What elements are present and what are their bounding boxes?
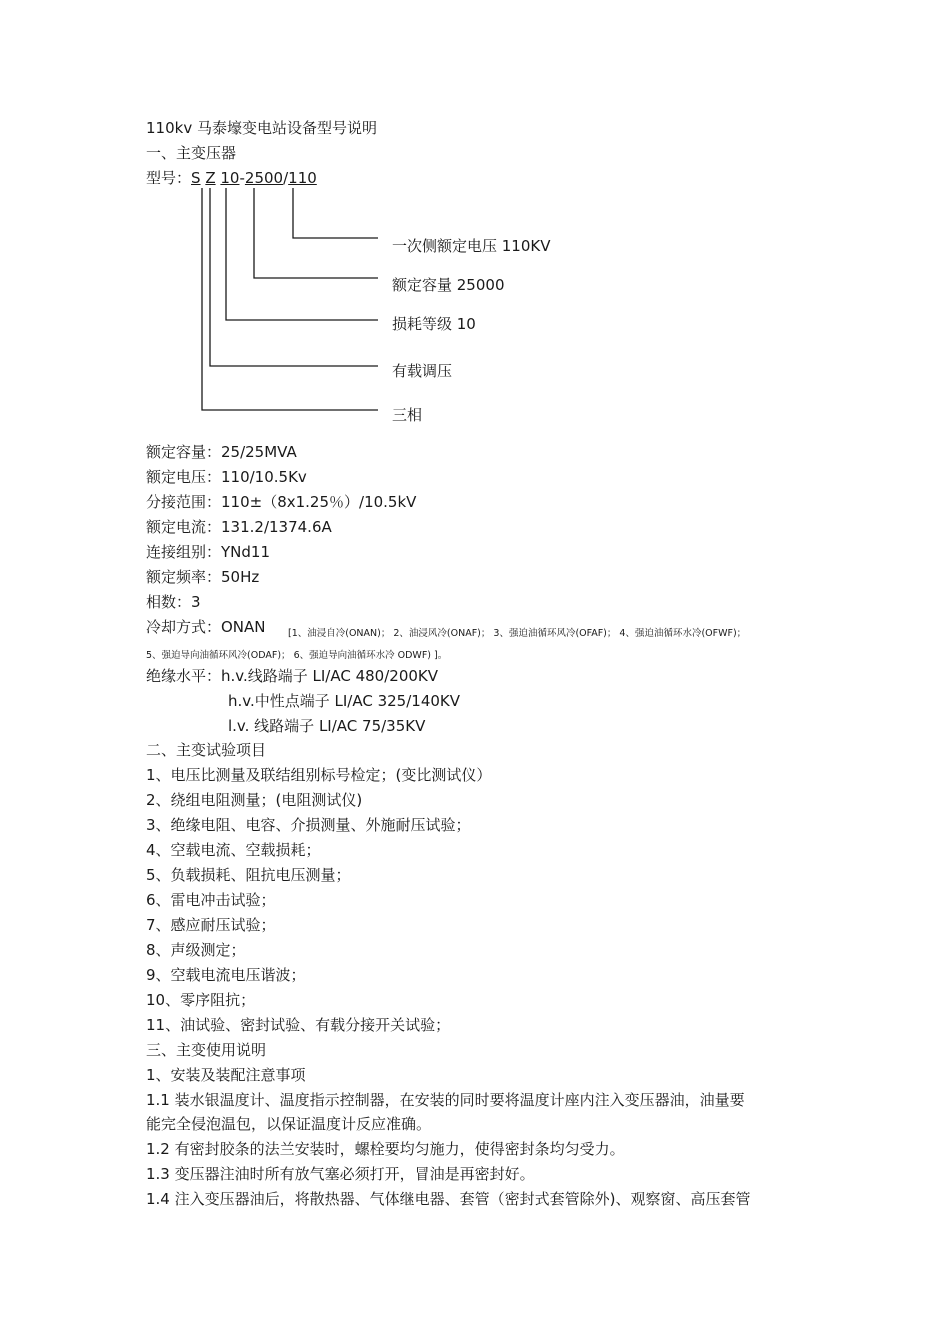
model-label-phase: 三相 — [392, 406, 423, 424]
insulation-hv-line: 绝缘水平：h.v.线路端子 LI/AC 480/200KV — [146, 667, 439, 685]
leader-line-voltage — [293, 188, 378, 238]
insulation-lv-line: l.v. 线路端子 LI/AC 75/35KV — [228, 717, 426, 735]
leader-line-loss — [226, 188, 378, 320]
leader-line-capacity — [254, 188, 378, 278]
test-item: 9、空载电流电压谐波； — [146, 966, 306, 984]
model-part-capacity: 2500 — [244, 169, 284, 187]
spec-phases: 相数：3 — [146, 593, 201, 611]
model-part-loss: 10 — [220, 169, 240, 187]
cooling-note-1: [1、油浸自冷(ONAN)； 2、油浸风冷(ONAF)； 3、强迫油循环风冷(OFAF)； 4、强迫油循环水冷(OFWF)； — [288, 628, 747, 639]
test-item: 10、零序阻抗； — [146, 991, 256, 1009]
model-label-capacity: 额定容量 25000 — [392, 276, 505, 294]
usage-item: 能完全侵泡温包，以保证温度计反应准确。 — [146, 1115, 432, 1133]
leader-line-phase — [202, 188, 378, 410]
spec-vector-group: 连接组别：YNd11 — [146, 543, 270, 561]
section-heading-transformer: 一、主变压器 — [146, 144, 237, 162]
model-code: 型号：S Z 10-2500/110 — [146, 169, 317, 187]
spec-frequency: 额定频率：50Hz — [146, 568, 260, 586]
spec-cooling: 冷却方式：ONAN — [146, 618, 266, 636]
test-item: 6、雷电冲击试验； — [146, 891, 276, 909]
spec-current: 额定电流：131.2/1374.6A — [146, 518, 332, 536]
test-item: 7、感应耐压试验； — [146, 916, 276, 934]
model-prefix: 型号： — [146, 169, 192, 187]
model-part-z: Z — [205, 169, 216, 187]
spec-tap-range: 分接范围：110±（8x1.25％）/10.5kV — [146, 493, 417, 511]
spec-voltage: 额定电压：110/10.5Kv — [146, 468, 307, 486]
model-part-voltage: 110 — [288, 169, 317, 187]
usage-item: 1.4 注入变压器油后，将散热器、气体继电器、套管（密封式套管除外)、观察窗、高压套管 — [146, 1190, 751, 1208]
test-item: 4、空载电流、空载损耗； — [146, 841, 321, 859]
model-label-voltage: 一次侧额定电压 110KV — [392, 237, 551, 255]
spec-capacity: 额定容量：25/25MVA — [146, 443, 297, 461]
test-item: 3、绝缘电阻、电容、介损测量、外施耐压试验； — [146, 816, 471, 834]
model-part-s: S — [191, 169, 201, 187]
test-item: 2、绕组电阻测量；(电阻测试仪) — [146, 791, 363, 809]
section-heading-usage: 三、主变使用说明 — [146, 1041, 267, 1059]
test-item: 5、负载损耗、阻抗电压测量； — [146, 866, 351, 884]
document-title: 110kv 马泰壕变电站设备型号说明 — [146, 119, 377, 137]
model-label-loss: 损耗等级 10 — [392, 315, 476, 333]
usage-item: 1.3 变压器注油时所有放气塞必须打开，冒油是再密封好。 — [146, 1165, 535, 1183]
test-item: 11、油试验、密封试验、有载分接开关试验； — [146, 1016, 451, 1034]
section-heading-tests: 二、主变试验项目 — [146, 741, 267, 759]
usage-item: 1.2 有密封胶条的法兰安装时，螺栓要均匀施力，使得密封条均匀受力。 — [146, 1140, 625, 1158]
leader-line-onload — [210, 188, 378, 366]
usage-item: 1、安装及装配注意事项 — [146, 1066, 306, 1084]
usage-item: 1.1 装水银温度计、温度指示控制器，在安装的同时要将温度计座内注入变压器油，油量要 — [146, 1091, 745, 1109]
test-item: 1、电压比测量及联结组别标号检定；(变比测试仪） — [146, 766, 492, 784]
insulation-hv-neutral: h.v.中性点端子 LI/AC 325/140KV — [228, 692, 461, 710]
cooling-note-2: 5、强迫导向油循环风冷(ODAF)； 6、强迫导向油循环水冷 ODWF) ]。 — [146, 650, 448, 661]
model-label-onload: 有载调压 — [392, 362, 453, 380]
test-item: 8、声级测定； — [146, 941, 246, 959]
